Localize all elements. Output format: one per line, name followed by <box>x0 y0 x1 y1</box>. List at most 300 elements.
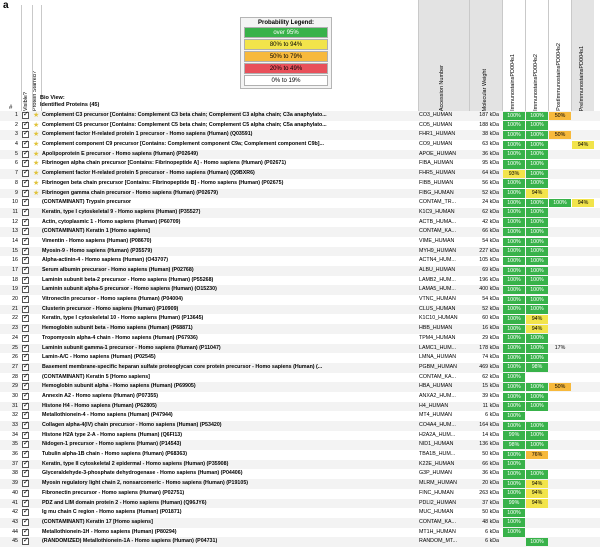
probability-cell[interactable] <box>503 256 525 266</box>
protein-description[interactable]: (CONTAMINANT) Keratin 1 [Homo sapiens] <box>42 228 150 235</box>
checkbox-icon[interactable] <box>22 296 29 303</box>
probability-cell[interactable] <box>503 314 525 324</box>
protein-description[interactable]: Ig mu chain C region - Homo sapiens (Human) (P01871) <box>42 509 182 516</box>
table-row[interactable] <box>0 256 600 266</box>
probability-cell[interactable] <box>549 508 571 518</box>
probability-cell[interactable] <box>572 499 594 509</box>
probability-cell[interactable] <box>549 256 571 266</box>
probability-cell[interactable] <box>549 295 571 305</box>
table-row[interactable] <box>0 179 600 189</box>
probability-cell[interactable] <box>549 159 571 169</box>
protein-description[interactable]: Metallothionein-4 - Homo sapiens (Human) (P47944) <box>42 412 173 419</box>
probability-cell[interactable] <box>503 499 525 509</box>
table-row[interactable] <box>0 314 600 324</box>
probability-cell[interactable] <box>526 285 548 295</box>
table-row[interactable] <box>0 382 600 392</box>
probability-cell[interactable] <box>526 266 548 276</box>
probability-cell[interactable] <box>549 479 571 489</box>
probability-cell[interactable] <box>549 392 571 402</box>
checkbox-icon[interactable] <box>22 199 29 206</box>
probability-cell[interactable] <box>526 169 548 179</box>
protein-description[interactable]: (CONTAMINANT) Trypsin precursor <box>42 199 132 206</box>
probability-cell[interactable] <box>526 198 548 208</box>
probability-cell[interactable] <box>526 460 548 470</box>
protein-description[interactable]: Clusterin precursor - Homo sapiens (Human) (P10909) <box>42 305 179 312</box>
probability-cell[interactable] <box>549 450 571 460</box>
probability-cell[interactable] <box>549 353 571 363</box>
probability-cell[interactable] <box>526 179 548 189</box>
probability-cell[interactable] <box>572 237 594 247</box>
table-row[interactable] <box>0 528 600 538</box>
table-row[interactable] <box>0 295 600 305</box>
protein-description[interactable]: Hemoglobin subunit beta - Homo sapiens (Human) (P68871) <box>42 325 193 332</box>
protein-description[interactable]: Complement C5 precursor [Contains: Complement C5 beta chain; Complement C5 alpha chain; C5a anaphylato... <box>42 121 327 128</box>
probability-cell[interactable] <box>526 499 548 509</box>
checkbox-icon[interactable] <box>22 160 29 167</box>
probability-cell[interactable] <box>572 382 594 392</box>
table-row[interactable] <box>0 431 600 441</box>
star-toggle[interactable] <box>33 479 41 489</box>
probability-cell[interactable] <box>526 189 548 199</box>
probability-cell[interactable] <box>526 150 548 160</box>
protein-description[interactable]: Fibrinogen gamma chain precursor - Homo sapiens (Human) (P02679) <box>42 189 219 196</box>
protein-description[interactable]: Vimentin - Homo sapiens (Human) (P08670) <box>42 237 152 244</box>
star-toggle[interactable] <box>33 382 41 392</box>
checkbox-icon[interactable] <box>22 306 29 313</box>
probability-cell[interactable] <box>572 489 594 499</box>
probability-cell[interactable] <box>572 479 594 489</box>
probability-cell[interactable] <box>549 363 571 373</box>
star-toggle[interactable] <box>33 499 41 509</box>
protein-description[interactable]: Complement component C9 precursor [Contains: Complement component C9a; Complement component C9b]... <box>42 141 324 148</box>
probability-cell[interactable] <box>526 392 548 402</box>
checkbox-icon[interactable] <box>22 345 29 352</box>
probability-cell[interactable] <box>572 140 594 150</box>
table-row[interactable] <box>0 469 600 479</box>
protein-description[interactable]: Annexin A2 - Homo sapiens (Human) (P07355) <box>42 392 159 399</box>
probability-cell[interactable] <box>526 159 548 169</box>
checkbox-icon[interactable] <box>22 180 29 187</box>
probability-cell[interactable] <box>549 324 571 334</box>
probability-cell[interactable] <box>549 314 571 324</box>
protein-description[interactable]: Fibronectin precursor - Homo sapiens (Human) (P02751) <box>42 489 185 496</box>
checkbox-icon[interactable] <box>22 461 29 468</box>
star-toggle[interactable] <box>33 237 41 247</box>
probability-cell[interactable] <box>549 140 571 150</box>
probability-cell[interactable] <box>503 111 525 121</box>
table-row[interactable] <box>0 208 600 218</box>
probability-cell[interactable] <box>572 537 594 547</box>
probability-cell[interactable] <box>503 460 525 470</box>
checkbox-icon[interactable] <box>22 315 29 322</box>
star-icon[interactable]: ★ <box>33 131 40 139</box>
probability-cell[interactable] <box>503 373 525 383</box>
probability-cell[interactable] <box>503 285 525 295</box>
table-row[interactable] <box>0 198 600 208</box>
star-toggle[interactable] <box>33 363 41 373</box>
star-toggle[interactable] <box>33 159 41 169</box>
probability-cell[interactable] <box>572 189 594 199</box>
visible-checkbox[interactable] <box>22 537 32 547</box>
probability-cell[interactable] <box>549 431 571 441</box>
probability-cell[interactable] <box>572 460 594 470</box>
checkbox-icon[interactable] <box>22 470 29 477</box>
protein-description[interactable]: (CONTAMINANT) Keratin 17 [Homo sapiens] <box>42 518 153 525</box>
probability-cell[interactable] <box>526 421 548 431</box>
probability-cell[interactable] <box>549 179 571 189</box>
mw-header[interactable] <box>469 0 502 111</box>
checkbox-icon[interactable] <box>22 122 29 129</box>
checkbox-icon[interactable] <box>22 248 29 255</box>
star-toggle[interactable] <box>33 140 41 150</box>
probability-cell[interactable] <box>549 489 571 499</box>
probability-cell[interactable] <box>572 159 594 169</box>
star-toggle[interactable] <box>33 450 41 460</box>
star-toggle[interactable] <box>33 518 41 528</box>
probability-cell[interactable] <box>526 295 548 305</box>
probability-cell[interactable] <box>572 285 594 295</box>
probability-cell[interactable] <box>572 256 594 266</box>
table-row[interactable] <box>0 189 600 199</box>
probability-cell[interactable] <box>503 140 525 150</box>
probability-cell[interactable] <box>549 121 571 131</box>
checkbox-icon[interactable] <box>22 374 29 381</box>
probability-cell[interactable] <box>572 169 594 179</box>
probability-cell[interactable] <box>549 130 571 140</box>
probability-cell[interactable] <box>572 324 594 334</box>
checkbox-icon[interactable] <box>22 364 29 371</box>
protein-description[interactable]: Actin, cytoplasmic 1 - Homo sapiens (Human) (P60709) <box>42 218 181 225</box>
probability-cell[interactable] <box>572 334 594 344</box>
probability-cell[interactable] <box>572 276 594 286</box>
probability-cell[interactable] <box>503 363 525 373</box>
protein-description[interactable]: Complement C3 precursor [Contains: Complement C3 beta chain; Complement C3 alpha chain; C3a anaphylato... <box>42 112 327 118</box>
checkbox-icon[interactable] <box>22 151 29 158</box>
probability-cell[interactable] <box>572 295 594 305</box>
star-toggle[interactable] <box>33 208 41 218</box>
probability-cell[interactable] <box>503 344 525 354</box>
probability-cell[interactable] <box>503 528 525 538</box>
probability-cell[interactable] <box>549 218 571 228</box>
star-icon[interactable]: ★ <box>33 150 40 158</box>
protein-description[interactable]: Tubulin alpha-1B chain - Homo sapiens (Human) (P68363) <box>42 451 187 458</box>
protein-description[interactable]: Myosin-9 - Homo sapiens (Human) (P35579) <box>42 247 153 254</box>
protein-description[interactable]: Keratin, type II cytoskeletal 2 epidermal - Homo sapiens (Human) (P35908) <box>42 460 229 467</box>
checkbox-icon[interactable] <box>22 500 29 507</box>
probability-cell[interactable] <box>549 189 571 199</box>
probability-cell[interactable] <box>503 218 525 228</box>
sample-4-header[interactable] <box>571 0 594 111</box>
probability-cell[interactable] <box>572 431 594 441</box>
star-toggle[interactable] <box>33 111 41 121</box>
table-row[interactable] <box>0 440 600 450</box>
probability-cell[interactable] <box>503 130 525 140</box>
probability-cell[interactable] <box>549 276 571 286</box>
probability-cell[interactable] <box>572 508 594 518</box>
probability-cell[interactable] <box>526 247 548 257</box>
probability-cell[interactable] <box>572 421 594 431</box>
probability-cell[interactable] <box>572 353 594 363</box>
probability-cell[interactable] <box>503 469 525 479</box>
probability-cell[interactable] <box>503 295 525 305</box>
probability-cell[interactable] <box>572 150 594 160</box>
checkbox-icon[interactable] <box>22 393 29 400</box>
probability-cell[interactable] <box>526 537 548 547</box>
checkbox-icon[interactable] <box>22 519 29 526</box>
probability-cell[interactable] <box>572 179 594 189</box>
table-row[interactable] <box>0 373 600 383</box>
star-toggle[interactable] <box>33 198 41 208</box>
star-toggle[interactable] <box>33 276 41 286</box>
star-toggle[interactable] <box>33 440 41 450</box>
checkbox-icon[interactable] <box>22 131 29 138</box>
protein-description[interactable]: Fibrinogen alpha chain precursor [Contains: Fibrinopeptide A] - Homo sapiens (Human) (P02671) <box>42 160 287 167</box>
table-row[interactable] <box>0 518 600 528</box>
probability-cell[interactable] <box>503 324 525 334</box>
probability-cell[interactable] <box>526 305 548 315</box>
protein-description[interactable]: Alpha-actinin-4 - Homo sapiens (Human) (O43707) <box>42 257 168 264</box>
probability-cell[interactable] <box>503 237 525 247</box>
star-toggle[interactable] <box>33 421 41 431</box>
probability-cell[interactable] <box>572 266 594 276</box>
probability-cell[interactable] <box>572 528 594 538</box>
checkbox-icon[interactable] <box>22 267 29 274</box>
checkbox-icon[interactable] <box>22 490 29 497</box>
probability-cell[interactable] <box>549 208 571 218</box>
table-row[interactable] <box>0 130 600 140</box>
protein-description[interactable]: Serum albumin precursor - Homo sapiens (Human) (P02768) <box>42 267 194 273</box>
star-toggle[interactable] <box>33 285 41 295</box>
probability-cell[interactable] <box>549 266 571 276</box>
probability-cell[interactable] <box>526 344 548 354</box>
checkbox-icon[interactable] <box>22 441 29 448</box>
probability-cell[interactable] <box>549 537 571 547</box>
probability-cell[interactable] <box>526 402 548 412</box>
table-row[interactable] <box>0 305 600 315</box>
table-row[interactable] <box>0 266 600 276</box>
probability-cell[interactable] <box>503 208 525 218</box>
probability-cell[interactable] <box>549 247 571 257</box>
probability-cell[interactable] <box>549 285 571 295</box>
star-toggle[interactable] <box>33 402 41 412</box>
table-row[interactable] <box>0 402 600 412</box>
protein-description[interactable]: (CONTAMINANT) Keratin 5 [Homo sapiens] <box>42 373 150 380</box>
checkbox-icon[interactable] <box>22 451 29 458</box>
table-row[interactable] <box>0 344 600 354</box>
table-row[interactable] <box>0 499 600 509</box>
protein-description[interactable]: Laminin subunit gamma-1 precursor - Homo sapiens (Human) (P11047) <box>42 344 221 351</box>
star-toggle[interactable] <box>33 189 41 199</box>
star-toggle[interactable] <box>33 334 41 344</box>
probability-cell[interactable] <box>572 518 594 528</box>
table-row[interactable] <box>0 479 600 489</box>
probability-cell[interactable] <box>572 121 594 131</box>
table-row[interactable] <box>0 537 600 547</box>
probability-cell[interactable] <box>572 363 594 373</box>
star-toggle[interactable] <box>33 508 41 518</box>
probability-cell[interactable] <box>526 314 548 324</box>
star-toggle[interactable] <box>33 460 41 470</box>
protein-description[interactable]: Laminin subunit beta-2 precursor - Homo sapiens (Human) (P55268) <box>42 276 214 283</box>
protein-description[interactable]: PDZ and LIM domain protein 2 - Homo sapiens (Human) (Q96JY6) <box>42 499 207 506</box>
probability-cell[interactable] <box>526 440 548 450</box>
probability-cell[interactable] <box>549 198 571 208</box>
sample-2-header[interactable] <box>525 0 548 111</box>
probability-cell[interactable] <box>503 334 525 344</box>
probability-cell[interactable] <box>572 469 594 479</box>
table-row[interactable] <box>0 421 600 431</box>
probability-cell[interactable] <box>549 411 571 421</box>
probability-cell[interactable] <box>503 411 525 421</box>
probability-cell[interactable] <box>503 189 525 199</box>
checkbox-icon[interactable] <box>22 141 29 148</box>
protein-description[interactable]: Fibrinogen beta chain precursor [Contains: Fibrinopeptide B] - Homo sapiens (Human) (P02675) <box>42 179 284 186</box>
protein-description[interactable]: Tropomyosin alpha-4 chain - Homo sapiens (Human) (P67936) <box>42 334 198 341</box>
probability-cell[interactable] <box>503 508 525 518</box>
probability-cell[interactable] <box>526 353 548 363</box>
probability-cell[interactable] <box>526 431 548 441</box>
table-row[interactable] <box>0 285 600 295</box>
table-row[interactable] <box>0 111 600 121</box>
probability-cell[interactable] <box>526 528 548 538</box>
star-icon[interactable]: ★ <box>33 179 40 187</box>
probability-cell[interactable] <box>549 402 571 412</box>
star-toggle[interactable] <box>33 314 41 324</box>
sample-1-header[interactable] <box>502 0 525 111</box>
probability-cell[interactable] <box>526 111 548 121</box>
star-toggle[interactable] <box>33 489 41 499</box>
probability-cell[interactable] <box>526 237 548 247</box>
protein-description[interactable]: Complement factor H-related protein 5 precursor - Homo sapiens (Human) (Q9BXR6) <box>42 170 255 177</box>
probability-cell[interactable] <box>526 508 548 518</box>
checkbox-icon[interactable] <box>22 480 29 487</box>
probability-cell[interactable] <box>526 140 548 150</box>
checkbox-icon[interactable] <box>22 509 29 516</box>
probability-cell[interactable] <box>503 247 525 257</box>
probability-cell[interactable] <box>503 479 525 489</box>
star-toggle[interactable] <box>33 431 41 441</box>
probability-cell[interactable] <box>549 518 571 528</box>
probability-cell[interactable] <box>572 130 594 140</box>
protein-description[interactable]: Hemoglobin subunit alpha - Homo sapiens (Human) (P69905) <box>42 383 196 390</box>
table-row[interactable] <box>0 276 600 286</box>
table-row[interactable] <box>0 247 600 257</box>
checkbox-icon[interactable] <box>22 286 29 293</box>
protein-description[interactable]: Apolipoprotein E precursor - Homo sapiens (Human) (P02649) <box>42 150 198 157</box>
probability-cell[interactable] <box>526 208 548 218</box>
star-toggle[interactable] <box>33 227 41 237</box>
checkbox-icon[interactable] <box>22 228 29 235</box>
probability-cell[interactable] <box>526 489 548 499</box>
probability-cell[interactable] <box>526 276 548 286</box>
probability-cell[interactable] <box>503 402 525 412</box>
probability-cell[interactable] <box>503 198 525 208</box>
protein-description[interactable]: Complement factor H-related protein 1 precursor - Homo sapiens (Human) (Q03591) <box>42 131 253 138</box>
probability-cell[interactable] <box>549 227 571 237</box>
table-row[interactable] <box>0 392 600 402</box>
probability-cell[interactable] <box>572 208 594 218</box>
star-toggle[interactable] <box>33 344 41 354</box>
table-row[interactable] <box>0 237 600 247</box>
checkbox-icon[interactable] <box>22 403 29 410</box>
probability-cell[interactable] <box>572 392 594 402</box>
probability-cell[interactable] <box>526 518 548 528</box>
probability-cell[interactable] <box>503 392 525 402</box>
bio-view-header[interactable] <box>40 95 99 109</box>
probability-cell[interactable] <box>526 450 548 460</box>
probability-cell[interactable] <box>503 159 525 169</box>
checkbox-icon[interactable] <box>22 277 29 284</box>
star-toggle[interactable] <box>33 305 41 315</box>
checkbox-icon[interactable] <box>22 538 29 545</box>
protein-description[interactable]: Laminin subunit alpha-5 precursor - Homo sapiens (Human) (O15230) <box>42 286 217 293</box>
checkbox-icon[interactable] <box>22 209 29 216</box>
checkbox-icon[interactable] <box>22 112 29 119</box>
probability-cell[interactable] <box>503 179 525 189</box>
protein-description[interactable]: Glyceraldehyde-3-phosphate dehydrogenase - Homo sapiens (Human) (P04406) <box>42 470 243 477</box>
probability-cell[interactable] <box>526 121 548 131</box>
checkbox-icon[interactable] <box>22 238 29 245</box>
probability-cell[interactable] <box>503 227 525 237</box>
probability-cell[interactable] <box>549 469 571 479</box>
protein-description[interactable]: Metallothionein-1H - Homo sapiens (Human) (P80294) <box>42 528 177 535</box>
checkbox-icon[interactable] <box>22 335 29 342</box>
probability-cell[interactable] <box>572 305 594 315</box>
probability-cell[interactable] <box>526 218 548 228</box>
star-toggle[interactable] <box>33 353 41 363</box>
protein-description[interactable]: Vitronectin precursor - Homo sapiens (Human) (P04004) <box>42 296 183 303</box>
probability-cell[interactable] <box>549 150 571 160</box>
star-toggle[interactable] <box>33 130 41 140</box>
star-icon[interactable]: ★ <box>33 170 40 178</box>
protein-description[interactable]: Histone H4 - Homo sapiens (Human) (P62805) <box>42 402 157 409</box>
accession-header[interactable] <box>418 0 469 111</box>
table-row[interactable] <box>0 450 600 460</box>
star-toggle[interactable] <box>33 256 41 266</box>
probability-cell[interactable] <box>572 314 594 324</box>
star-toggle[interactable] <box>33 392 41 402</box>
table-row[interactable] <box>0 121 600 131</box>
probability-cell[interactable] <box>526 227 548 237</box>
probability-cell[interactable] <box>503 276 525 286</box>
probability-cell[interactable] <box>526 479 548 489</box>
checkbox-icon[interactable] <box>22 422 29 429</box>
star-toggle[interactable] <box>33 266 41 276</box>
table-row[interactable] <box>0 150 600 160</box>
checkbox-icon[interactable] <box>22 529 29 536</box>
table-row[interactable] <box>0 489 600 499</box>
probability-cell[interactable] <box>549 169 571 179</box>
probability-cell[interactable] <box>572 247 594 257</box>
star-toggle[interactable] <box>33 121 41 131</box>
table-row[interactable] <box>0 508 600 518</box>
table-row[interactable] <box>0 140 600 150</box>
probability-cell[interactable] <box>503 266 525 276</box>
star-toggle[interactable] <box>33 469 41 479</box>
probability-cell[interactable] <box>549 440 571 450</box>
star-toggle[interactable] <box>33 169 41 179</box>
probability-cell[interactable] <box>549 373 571 383</box>
table-row[interactable] <box>0 218 600 228</box>
star-toggle[interactable] <box>33 150 41 160</box>
probability-cell[interactable] <box>503 440 525 450</box>
probability-cell[interactable] <box>549 237 571 247</box>
probability-cell[interactable] <box>526 411 548 421</box>
probability-cell[interactable] <box>572 440 594 450</box>
probability-cell[interactable] <box>572 344 594 354</box>
table-row[interactable] <box>0 159 600 169</box>
table-row[interactable] <box>0 227 600 237</box>
